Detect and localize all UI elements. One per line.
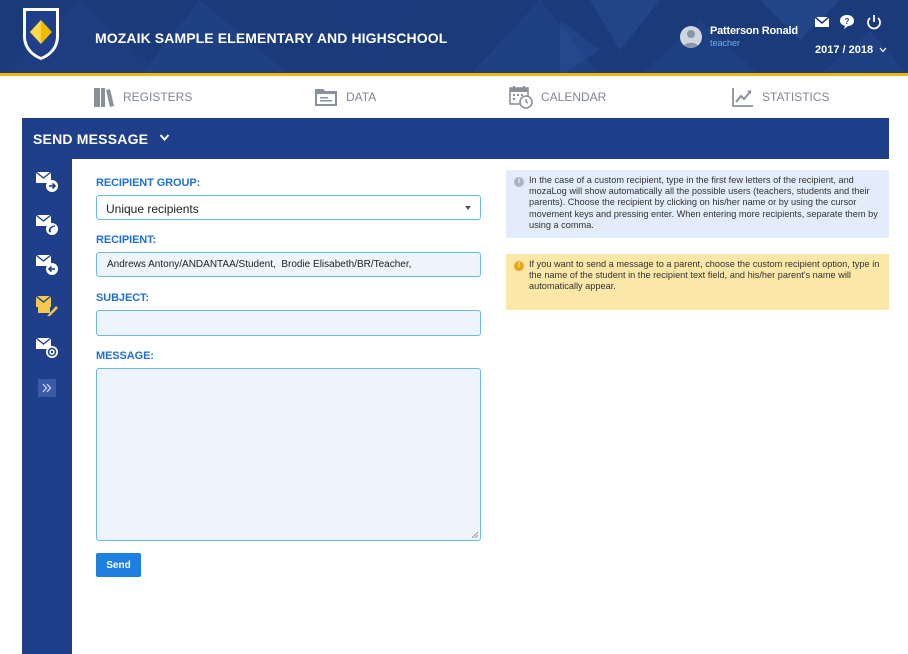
school-name: MOZAIK SAMPLE ELEMENTARY AND HIGHSCHOOL <box>95 30 448 46</box>
chevron-down-icon <box>879 47 887 53</box>
sidebar-expand-button[interactable] <box>38 379 56 397</box>
section-header[interactable] <box>22 118 889 159</box>
nav-label: DATA <box>346 90 377 104</box>
recipient-group-label: RECIPIENT GROUP: <box>96 177 201 189</box>
recipient-input[interactable] <box>96 252 481 277</box>
books-icon <box>93 86 115 108</box>
subject-input[interactable] <box>96 310 481 336</box>
user-role: teacher <box>710 38 741 48</box>
nav-calendar[interactable] <box>509 84 606 110</box>
message-sidebar <box>22 159 72 654</box>
avatar-icon <box>680 26 702 48</box>
warning-icon: ! <box>514 261 524 271</box>
svg-text:?: ? <box>844 17 850 26</box>
user-name[interactable]: Patterson Ronald <box>710 25 798 37</box>
message-textarea[interactable] <box>96 368 481 541</box>
message-label: MESSAGE: <box>96 350 154 362</box>
nav-label: REGISTERS <box>123 90 193 104</box>
main-nav <box>0 76 908 118</box>
subject-label: SUBJECT: <box>96 292 149 304</box>
mail-icon[interactable] <box>813 14 831 30</box>
send-message-icon[interactable] <box>35 169 59 193</box>
school-year-selector[interactable] <box>815 44 887 56</box>
message-settings-icon[interactable] <box>35 335 59 359</box>
app-header <box>0 0 908 75</box>
power-icon[interactable] <box>865 14 883 30</box>
custom-recipient-info <box>506 170 889 238</box>
drafts-icon[interactable] <box>35 293 59 317</box>
nav-statistics[interactable] <box>732 84 830 110</box>
caret-down-icon <box>465 206 471 210</box>
recipient-label: RECIPIENT: <box>96 234 157 246</box>
parent-message-warning <box>506 254 889 310</box>
nav-label: STATISTICS <box>762 90 830 104</box>
chevron-down-icon <box>159 133 170 142</box>
nav-registers[interactable] <box>93 84 192 110</box>
recipient-group-value: Unique recipients <box>106 202 199 216</box>
folder-icon <box>314 86 338 108</box>
help-chat-icon[interactable] <box>838 14 856 30</box>
custom-recipient-info-text: In the case of a custom recipient, type in the first few letters of the recipient, and mozaLog will show automatically all the possible users (teachers, students and their parents). Choose the recipient by clicking on his/her name or by using the cursor movement keys and pressing enter. When entering more recipients, separate them by using a comma. <box>529 175 878 230</box>
received-messages-icon[interactable] <box>35 212 59 236</box>
send-button[interactable]: Send <box>96 553 141 577</box>
school-logo[interactable] <box>21 6 61 62</box>
calendar-icon <box>509 85 533 109</box>
sent-messages-icon[interactable] <box>35 252 59 276</box>
user-avatar[interactable] <box>680 26 702 48</box>
nav-data[interactable] <box>314 84 376 110</box>
parent-message-warning-text: If you want to send a message to a parent, choose the custom recipient option, type in the name of the student in the recipient text field, and his/her parent's name will automatically appear. <box>529 259 880 292</box>
double-chevron-right-icon <box>42 383 52 393</box>
section-title: SEND MESSAGE <box>33 131 149 147</box>
chart-icon <box>732 87 754 107</box>
school-year: 2017 / 2018 <box>815 44 874 56</box>
recipient-group-select[interactable] <box>96 195 481 220</box>
info-icon: i <box>514 177 524 187</box>
nav-label: CALENDAR <box>541 90 607 104</box>
resize-grip-icon[interactable] <box>470 530 479 539</box>
